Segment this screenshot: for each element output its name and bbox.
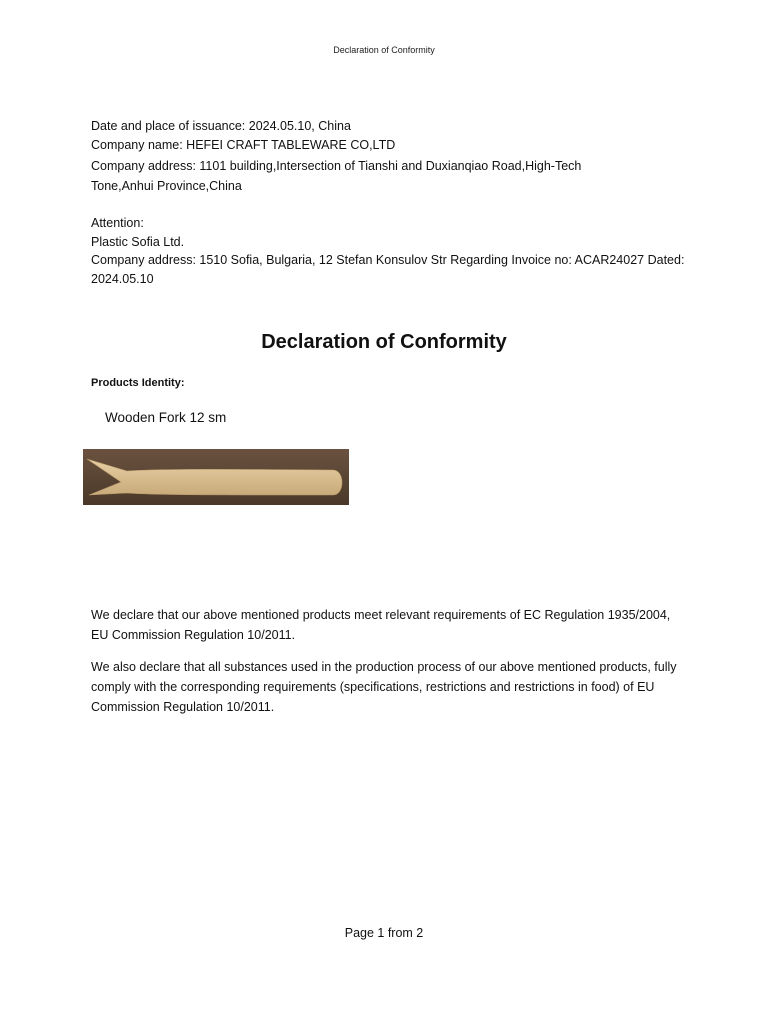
recipient-address-line2: 2024.05.10: [91, 272, 154, 286]
issuer-address-line1: Company address: 1101 building,Intersection of Tianshi and Duxianqiao Road,High-Tech: [91, 159, 582, 173]
attention-label: Attention:: [91, 216, 144, 230]
issuer-company-name: Company name: HEFEI CRAFT TABLEWARE CO,LTD: [91, 138, 396, 152]
recipient-name: Plastic Sofia Ltd.: [91, 235, 185, 249]
page-number: Page 1 from 2: [344, 926, 424, 940]
declaration-paragraph-1: We declare that our above mentioned products meet relevant requirements of EC Regulation 1935/2004, EU Commission Regulation 10/2011.: [91, 608, 671, 642]
document-title: Declaration of Conformity: [261, 331, 507, 353]
recipient-address-line1: Company address: 1510 Sofia, Bulgaria, 12 Stefan Konsulov Str Regarding Invoice no: ACAR24027 Dated:: [91, 253, 685, 267]
products-identity-label: Products Identity:: [91, 377, 185, 389]
running-header: Declaration of Conformity: [333, 45, 435, 55]
issuance-date-place: Date and place of issuance: 2024.05.10, China: [91, 119, 351, 133]
declaration-paragraph-2: We also declare that all substances used in the production process of our above mentioned products, fully comply with the corresponding requirements (specifications, restrictions and restrictions in food) of EU Commission Regulation 10/2011.: [91, 660, 677, 714]
wooden-fork-photo: [83, 449, 349, 505]
product-name: Wooden Fork 12 sm: [105, 410, 227, 425]
issuer-address-line2: Tone,Anhui Province,China: [91, 179, 242, 193]
